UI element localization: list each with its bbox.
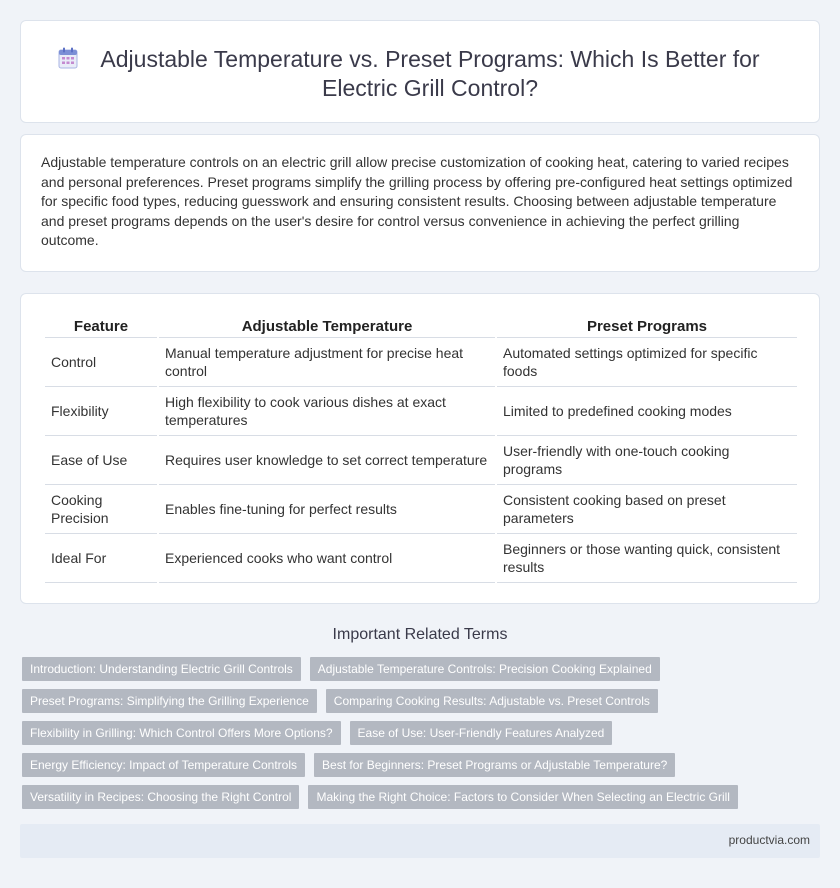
intro-paragraph: Adjustable temperature controls on an electric grill allow precise customization of cooking heat, catering to varied recipes and personal preferences. Preset programs simplify the grilling process by offering pre-configured heat settings optimized for specific food types, reducing guesswork and ensuring consistent results. Choosing between adjustable temperature and preset programs depends on the user's desire for control versus convenience in achieving the perfect grilling outcome. (41, 154, 793, 248)
column-header-preset: Preset Programs (497, 314, 797, 338)
table-cell-adjustable: High flexibility to cook various dishes at exact temperatures (159, 387, 495, 436)
table-cell-preset: Beginners or those wanting quick, consistent results (497, 534, 797, 583)
comparison-table (43, 314, 799, 583)
related-term-tag[interactable]: Making the Right Choice: Factors to Consider When Selecting an Electric Grill (308, 785, 738, 809)
related-term-tag[interactable]: Preset Programs: Simplifying the Grilling Experience (22, 689, 317, 713)
related-term-tag[interactable]: Comparing Cooking Results: Adjustable vs. Preset Controls (326, 689, 658, 713)
related-term-tag[interactable]: Adjustable Temperature Controls: Precision Cooking Explained (310, 657, 660, 681)
table-row (45, 534, 797, 583)
table-cell-feature: Control (45, 338, 157, 387)
table-cell-preset: User-friendly with one-touch cooking programs (497, 436, 797, 485)
table-cell-feature: Cooking Precision (45, 485, 157, 534)
table-row (45, 485, 797, 534)
table-cell-preset: Limited to predefined cooking modes (497, 387, 797, 436)
table-row (45, 338, 797, 387)
intro-card (20, 134, 820, 272)
footer-site-link[interactable]: productvia.com (728, 833, 810, 847)
related-terms-list (22, 657, 762, 809)
related-term-tag[interactable]: Versatility in Recipes: Choosing the Right Control (22, 785, 299, 809)
related-term-tag[interactable]: Introduction: Understanding Electric Grill Controls (22, 657, 301, 681)
table-cell-feature: Ease of Use (45, 436, 157, 485)
related-term-tag[interactable]: Best for Beginners: Preset Programs or Adjustable Temperature? (314, 753, 675, 777)
table-cell-preset: Consistent cooking based on preset parameters (497, 485, 797, 534)
table-cell-preset: Automated settings optimized for specific foods (497, 338, 797, 387)
table-row (45, 436, 797, 485)
related-term-tag[interactable]: Energy Efficiency: Impact of Temperature Controls (22, 753, 305, 777)
table-cell-feature: Flexibility (45, 387, 157, 436)
table-cell-adjustable: Manual temperature adjustment for precise heat control (159, 338, 495, 387)
table-cell-adjustable: Requires user knowledge to set correct temperature (159, 436, 495, 485)
table-cell-feature: Ideal For (45, 534, 157, 583)
title-card (20, 20, 820, 123)
related-term-tag[interactable]: Flexibility in Grilling: Which Control Offers More Options? (22, 721, 341, 745)
comparison-table-card (20, 293, 820, 604)
column-header-feature: Feature (45, 314, 157, 338)
page-title: Adjustable Temperature vs. Preset Programs: Which Is Better for Electric Grill Control? (100, 46, 760, 101)
table-cell-adjustable: Experienced cooks who want control (159, 534, 495, 583)
table-cell-adjustable: Enables fine-tuning for perfect results (159, 485, 495, 534)
related-term-tag[interactable]: Ease of Use: User-Friendly Features Analyzed (350, 721, 613, 745)
related-terms-heading: Important Related Terms (332, 626, 508, 643)
column-header-adjustable: Adjustable Temperature (159, 314, 495, 338)
table-row (45, 387, 797, 436)
footer (20, 824, 820, 858)
table-header-row (45, 314, 797, 338)
